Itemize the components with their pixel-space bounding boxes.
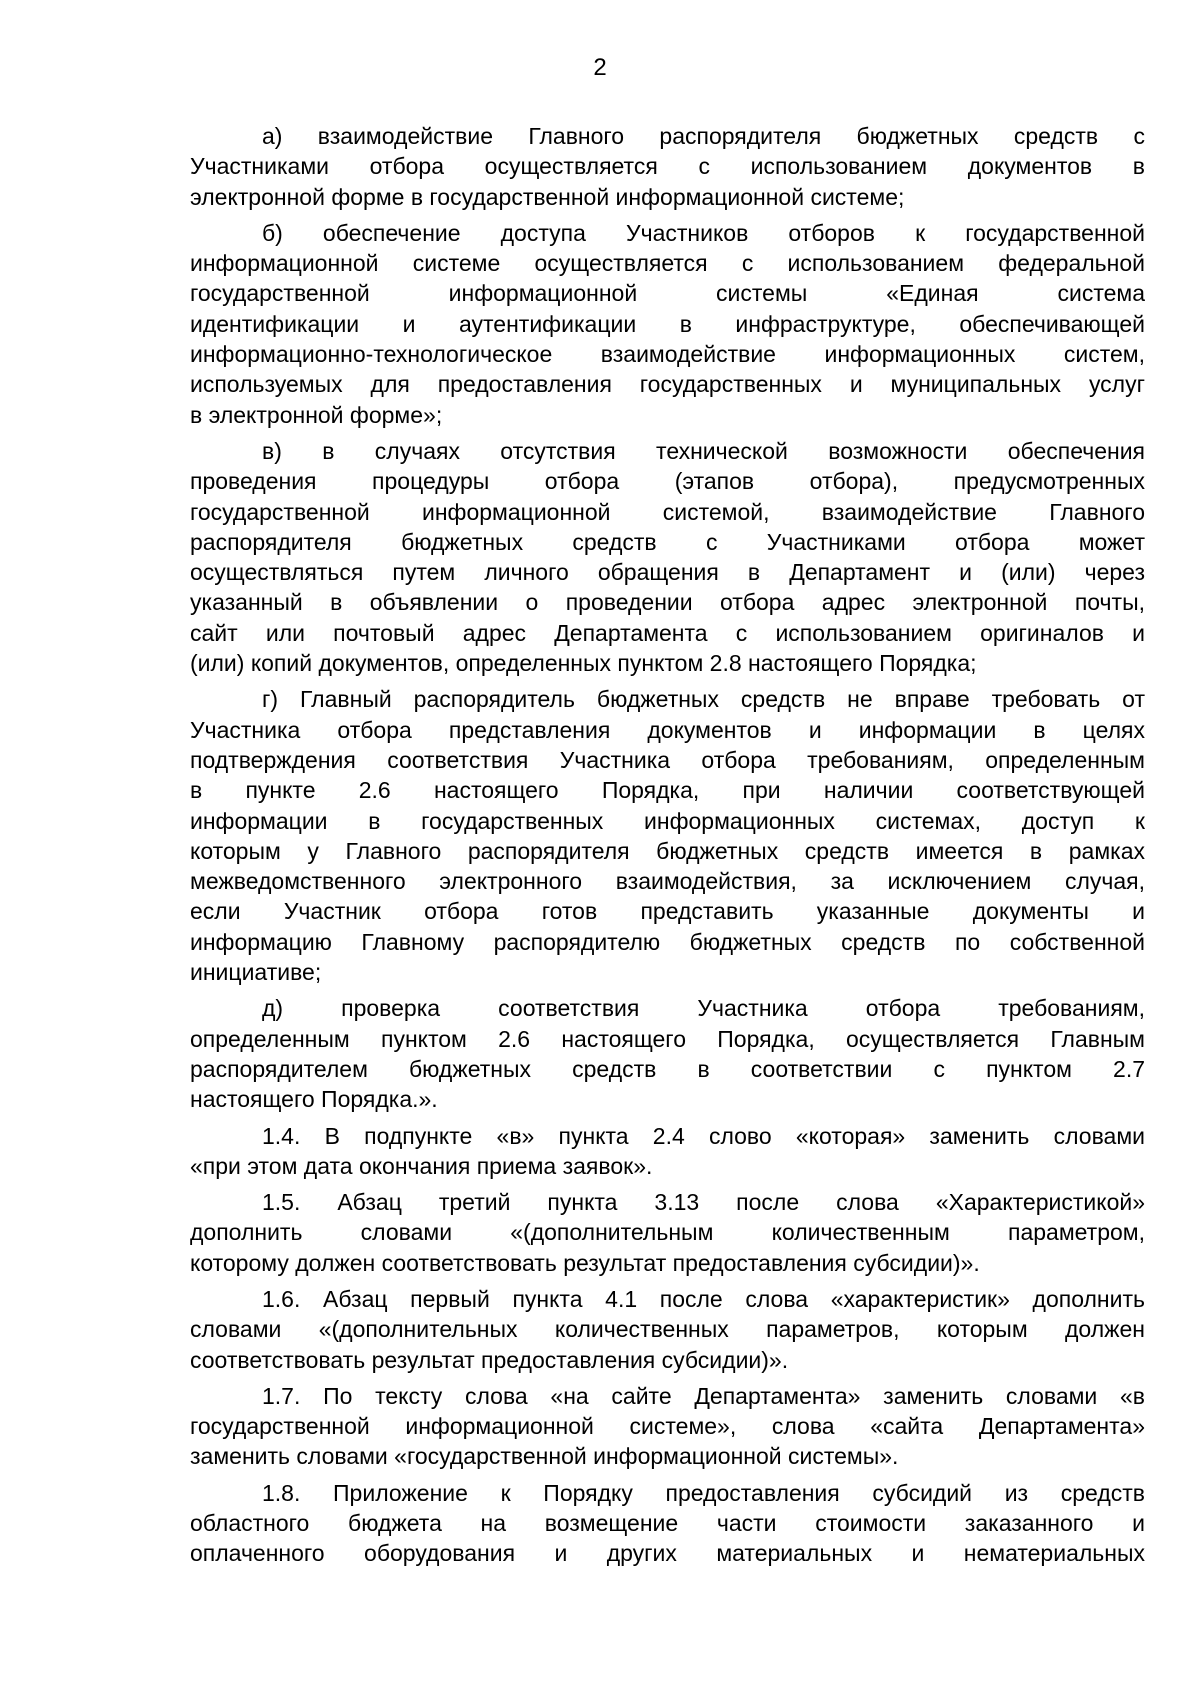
paragraph-line: информационно-технологическое взаимодействие информационных систем, xyxy=(190,341,1145,368)
paragraph xyxy=(190,1478,1145,1569)
paragraph-line: г) Главный распорядитель бюджетных средств не вправе требовать от xyxy=(262,686,1145,713)
paragraph-line: идентификации и аутентификации в инфраструктуре, обеспечивающей xyxy=(190,310,1145,337)
paragraph-line: государственной информационной системой, взаимодействие Главного xyxy=(190,498,1145,525)
paragraph-line: 1.8. Приложение к Порядку предоставления субсидий из средств xyxy=(262,1479,1145,1506)
paragraph xyxy=(190,1381,1145,1472)
paragraph-line: в пункте 2.6 настоящего Порядка, при наличии соответствующей xyxy=(190,777,1145,804)
paragraph-line: в) в случаях отсутствия технической возможности обеспечения xyxy=(262,437,1145,464)
paragraph-line: 1.4. В подпункте «в» пункта 2.4 слово «которая» заменить словами xyxy=(262,1122,1145,1149)
paragraph-line: государственной информационной системы «Единая система xyxy=(190,280,1145,307)
paragraph xyxy=(190,1121,1145,1182)
paragraph-line: областного бюджета на возмещение части стоимости заказанного и xyxy=(190,1510,1145,1537)
paragraph-line: словами «(дополнительных количественных параметров, которым должен xyxy=(190,1316,1145,1343)
paragraph-line: если Участник отбора готов представить указанные документы и xyxy=(190,898,1145,925)
paragraph-line: информации в государственных информационных системах, доступ к xyxy=(190,807,1145,834)
paragraph-line: электронной форме в государственной информационной системе; xyxy=(190,183,905,210)
paragraph-line: используемых для предоставления государственных и муниципальных услуг xyxy=(190,371,1145,398)
paragraph-line: 1.6. Абзац первый пункта 4.1 после слова «характеристик» дополнить xyxy=(262,1285,1145,1312)
paragraph-line: осуществляться путем личного обращения в Департамент и (или) через xyxy=(190,559,1145,586)
paragraph xyxy=(190,993,1145,1114)
paragraph-line: б) обеспечение доступа Участников отборов к государственной xyxy=(262,219,1145,246)
paragraph-line: 1.5. Абзац третий пункта 3.13 после слова «Характеристикой» xyxy=(262,1189,1145,1216)
paragraph-line: межведомственного электронного взаимодействия, за исключением случая, xyxy=(190,868,1145,895)
paragraph-line: соответствовать результат предоставления субсидии)». xyxy=(190,1346,789,1373)
paragraph-line: информационной системе осуществляется с использованием федеральной xyxy=(190,250,1145,277)
paragraph xyxy=(190,121,1145,212)
paragraph-line: распорядителя бюджетных средств с Участниками отбора может xyxy=(190,528,1145,555)
paragraph-line: проведения процедуры отбора (этапов отбора), предусмотренных xyxy=(190,468,1145,495)
paragraph-line: Участника отбора представления документов и информации в целях xyxy=(190,716,1145,743)
paragraph-line: указанный в объявлении о проведении отбора адрес электронной почты, xyxy=(190,589,1145,616)
paragraph-line: государственной информационной системе», слова «сайта Департамента» xyxy=(190,1413,1145,1440)
paragraph-line: которым у Главного распорядителя бюджетных средств имеется в рамках xyxy=(190,837,1145,864)
paragraph-line: (или) копий документов, определенных пунктом 2.8 настоящего Порядка; xyxy=(190,650,977,677)
paragraph-line: распорядителем бюджетных средств в соответствии с пунктом 2.7 xyxy=(190,1055,1145,1082)
paragraph-line: информацию Главному распорядителю бюджетных средств по собственной xyxy=(190,928,1145,955)
paragraph-line: инициативе; xyxy=(190,959,322,986)
paragraph-line: заменить словами «государственной информационной системы». xyxy=(190,1443,899,1470)
paragraph xyxy=(190,1187,1145,1278)
paragraph-line: оплаченного оборудования и других материальных и нематериальных xyxy=(190,1540,1145,1567)
paragraph-line: подтверждения соответствия Участника отбора требованиям, определенным xyxy=(190,746,1145,773)
paragraph-line: настоящего Порядка.». xyxy=(190,1086,438,1113)
page-number: 2 xyxy=(593,54,607,81)
paragraph-line: а) взаимодействие Главного распорядителя бюджетных средств с xyxy=(262,123,1145,149)
paragraph xyxy=(190,1284,1145,1375)
paragraph-line: «при этом дата окончания приема заявок». xyxy=(190,1152,653,1179)
paragraph-line: сайт или почтовый адрес Департамента с использованием оригиналов и xyxy=(190,619,1145,646)
paragraph-line: д) проверка соответствия Участника отбора требованиям, xyxy=(262,995,1145,1022)
paragraph xyxy=(190,218,1145,430)
paragraph xyxy=(190,436,1145,678)
document-body xyxy=(190,121,1145,1575)
paragraph-line: дополнить словами «(дополнительным количественным параметром, xyxy=(190,1219,1145,1246)
paragraph-line: Участниками отбора осуществляется с использованием документов в xyxy=(190,153,1145,180)
paragraph xyxy=(190,684,1145,987)
paragraph-line: определенным пунктом 2.6 настоящего Порядка, осуществляется Главным xyxy=(190,1025,1145,1052)
paragraph-line: 1.7. По тексту слова «на сайте Департамента» заменить словами «в xyxy=(262,1382,1145,1409)
paragraph-line: в электронной форме»; xyxy=(190,401,443,428)
paragraph-line: которому должен соответствовать результат предоставления субсидии)». xyxy=(190,1249,980,1276)
